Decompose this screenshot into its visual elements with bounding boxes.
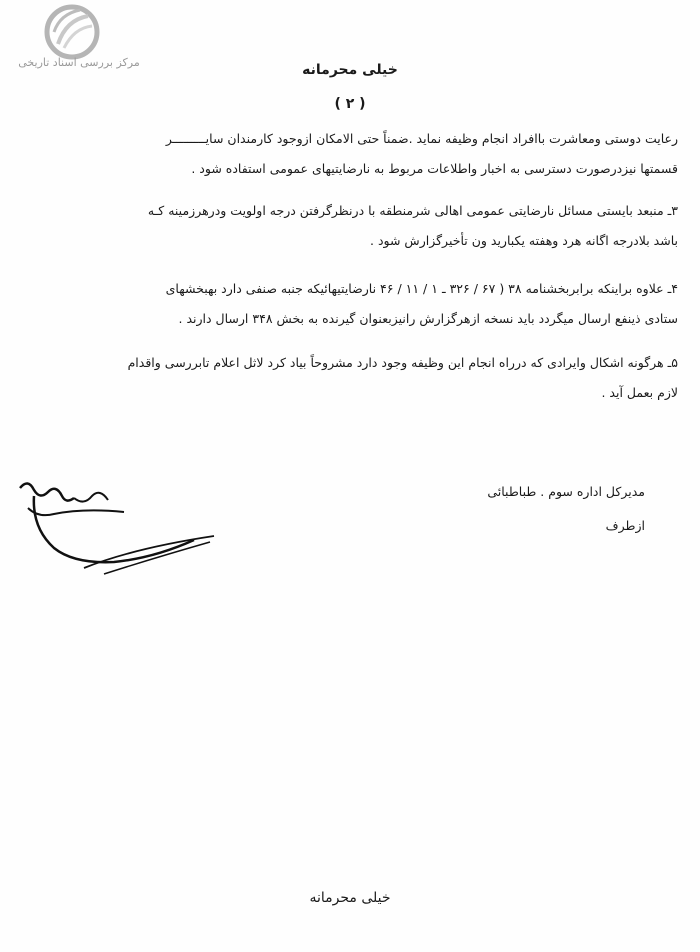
paragraph-1 [8, 128, 678, 180]
classification-header: خیلی محرمانه [302, 62, 398, 78]
paragraph-5-line-1: ۵ـ هرگونه اشکال وایرادی که درراه انجام این وظیفه وجود دارد مشروحاً بیاد کرد لاثل اعلام تابررسی واقدام [127, 355, 678, 370]
paragraph-3-line-1: ۳ـ منبعد بایستی مسائل نارضایتی عمومی اهالی شرمنطقه با درنظرگرفتن درجه اولویت ودرهرزمینه کـه [147, 203, 678, 218]
paragraph-1-line-1: رعایت دوستی ومعاشرت باافراد انجام وظیفه نماید .ضمناً حتی الامکان ازوجود کارمندان سایـــــــــر [165, 131, 678, 146]
archive-logo-icon [44, 4, 100, 60]
signatory-title: مدیرکل اداره سوم . طباطبائی [487, 484, 645, 499]
handwritten-signature [14, 478, 234, 578]
paragraph-4-line-1: ۴ـ علاوه براینکه برابربخشنامه ۳۸ ( ۶۷ / ۳۲۶ ـ ۱ / ۱۱ / ۴۶ نارضایتیهائیکه جنبه صنفی دارد بهبخشهای [165, 281, 678, 296]
paragraph-4 [8, 278, 678, 330]
paragraph-4-line-2: ستادی ذینفع ارسال میگردد باید نسخه ازهرگزارش رانیزبعنوان گیرنده به بخش ۳۴۸ ارسال دارند . [178, 311, 678, 326]
paragraph-1-line-2: قسمتها نیزدرصورت دسترسی به اخبار واطلاعات مربوط به نارضایتیهای عمومی استفاده شود . [191, 161, 678, 176]
paragraph-3-line-2: باشد بلادرجه اگانه هرد وهفته یکبارید ون تأخیرگزارش شود . [370, 233, 678, 248]
paragraph-5 [8, 352, 678, 404]
page-number: ( ۲ ) [334, 96, 366, 112]
paragraph-3 [8, 200, 678, 252]
classification-footer: خیلی محرمانه [309, 890, 391, 906]
watermark-org-name: مرکز بررسی اسناد تاریخی [18, 56, 140, 69]
on-behalf-label: ازطرف [605, 518, 645, 533]
paragraph-5-line-2: لازم بعمل آید . [601, 385, 678, 400]
